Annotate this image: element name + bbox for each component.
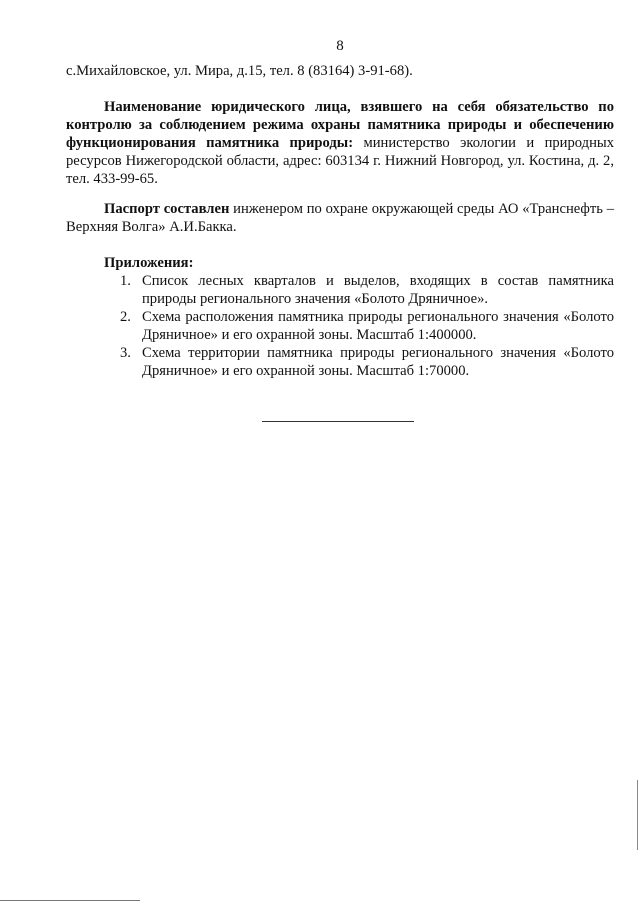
appendices-list [120,272,614,380]
passport-text: инженером по охране окружающей среды АО «Транснефть – Верхняя Волга» А.И.Бакка. [66,201,614,235]
appendix-item-text: Список лесных кварталов и выделов, входящих в состав памятника природы регионального значения «Болото Дряничное». [142,273,614,307]
appendix-item [120,344,614,380]
appendix-item-text: Схема территории памятника природы регионального значения «Болото Дряничное» и его охранной зоны. Масштаб 1:70000. [142,345,614,379]
owner-paragraph [66,98,614,188]
appendix-item [120,308,614,344]
scan-edge-line [637,780,638,850]
owner-text: министерство экологии и природных ресурсов Нижегородской области, адрес: 603134 г. Нижний Новгород, ул. Костина, д. 2, тел. 433-99-65. [66,135,614,187]
appendix-item-number: 1. [120,273,131,289]
passport-label: Паспорт составлен [104,201,230,217]
address-line: с.Михайловское, ул. Мира, д.15, тел. 8 (83164) 3-91-68). [66,63,413,79]
appendices-heading: Приложения: [104,255,194,271]
scan-bottom-mark [0,900,140,901]
appendix-item-number: 3. [120,345,131,361]
appendix-item-text: Схема расположения памятника природы регионального значения «Болото Дряничное» и его охранной зоны. Масштаб 1:400000. [142,309,614,343]
owner-label: Наименование юридического лица, взявшего на себя обязательство по контролю за соблюдением режима охраны памятника природы и обеспечению функционирования памятника природы: [66,99,614,151]
end-divider [262,421,414,422]
passport-paragraph [66,200,614,236]
appendix-item-number: 2. [120,309,131,325]
appendix-item [120,272,614,308]
page-number: 8 [336,38,344,54]
